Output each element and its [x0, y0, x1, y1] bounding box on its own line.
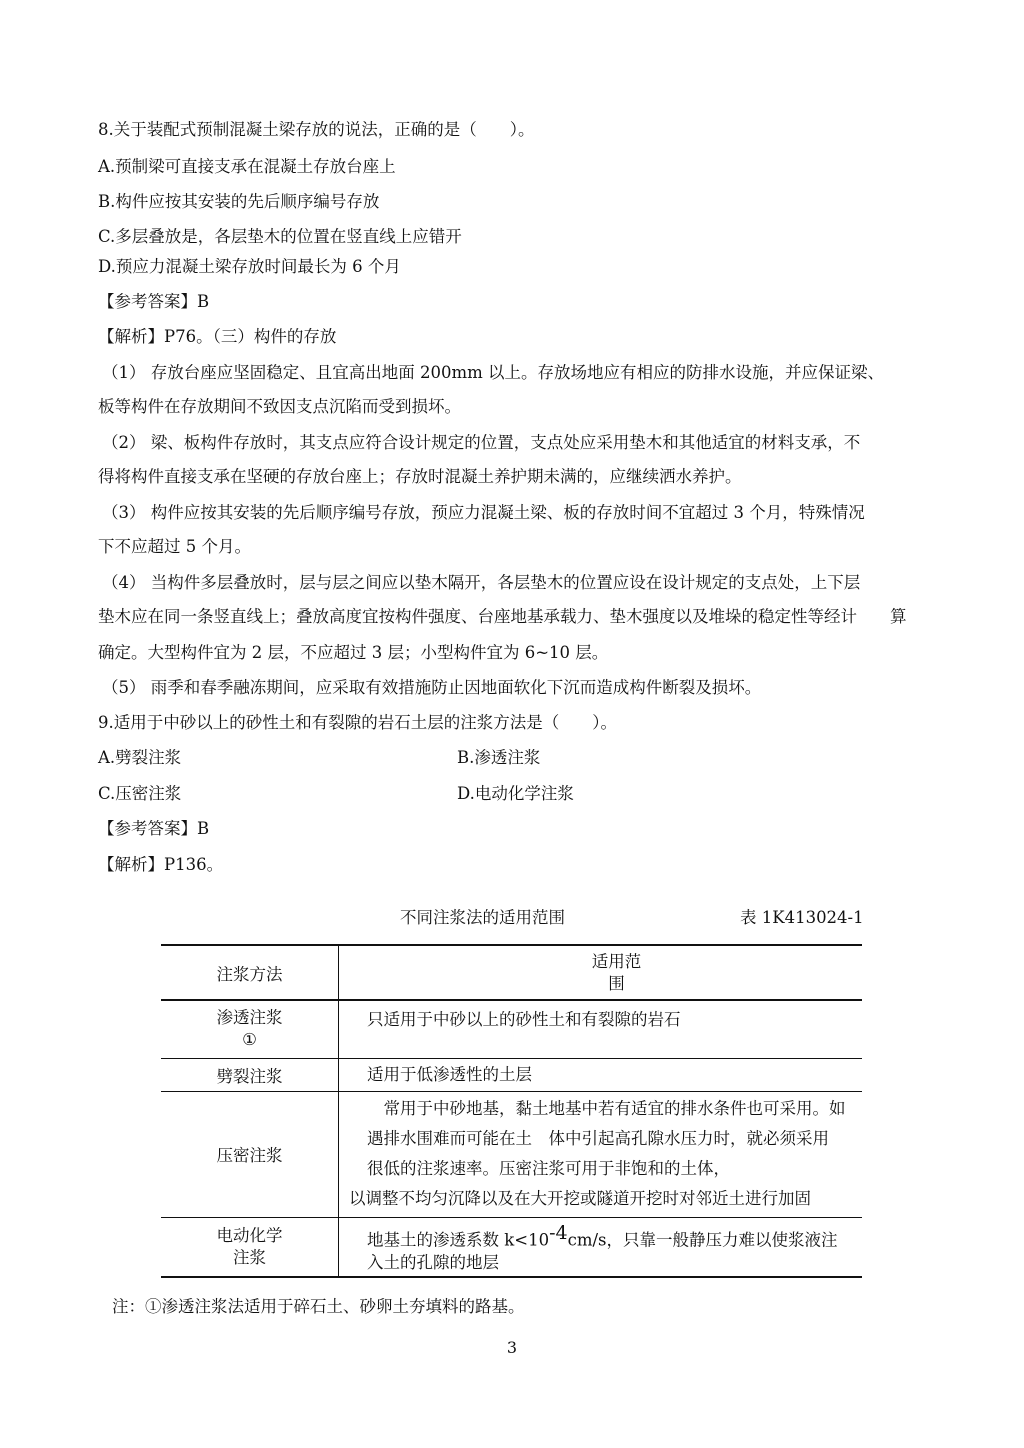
q9-option-d: D.电动化学注浆	[457, 784, 574, 803]
scope-cell	[339, 1058, 863, 1091]
q8-analysis-title: 【解析】P76。（三）构件的存放	[98, 327, 337, 346]
header-method	[161, 945, 339, 1000]
table-caption: 不同注浆法的适用范围	[400, 908, 565, 927]
header-scope	[339, 945, 863, 1000]
method-cell	[161, 1000, 339, 1058]
q8-answer: 【参考答案】B	[98, 292, 210, 311]
scope-text: cm/s，只靠一般静压力难以使浆液注	[567, 1230, 838, 1250]
table-row	[161, 1091, 862, 1217]
q8-analysis-line: （4） 当构件多层叠放时，层与层之间应以垫木隔开，各层垫木的位置应设在设计规定的支点处，上下层	[102, 573, 861, 592]
method-cell	[161, 1217, 339, 1277]
scope-cell	[339, 1217, 863, 1277]
q8-analysis-line: 得将构件直接支承在坚硬的存放台座上；存放时混凝土养护期未满的，应继续洒水养护。	[98, 467, 742, 486]
header-scope-line2: 围	[608, 973, 625, 993]
table-note: 注：①渗透注浆法适用于碎石土、砂卵土夯填料的路基。	[112, 1297, 525, 1316]
header-method-label: 注浆方法	[216, 964, 283, 984]
grouting-methods-table	[161, 944, 862, 1278]
scope-text: 遇排水围难而可能在土 体中引起高孔隙水压力时，就必须采用	[367, 1129, 829, 1148]
q8-question: 8.关于装配式预制混凝土梁存放的说法，正确的是（ ）。	[98, 120, 535, 139]
q8-option-b: B.构件应按其安装的先后顺序编号存放	[98, 192, 380, 211]
q8-analysis-line: （1） 存放台座应坚固稳定、且宜高出地面 200mm 以上。存放场地应有相应的防排水设施，并应保证梁、	[102, 363, 885, 382]
method-name-cont: 注浆	[233, 1247, 266, 1267]
scope-text: 只适用于中砂以上的砂性土和有裂隙的岩石	[367, 1010, 681, 1029]
method-name: 压密注浆	[216, 1146, 283, 1165]
q9-option-c: C.压密注浆	[98, 784, 182, 803]
header-scope-line1: 适用范	[591, 951, 642, 971]
q8-analysis-line: （2） 梁、板构件存放时，其支点应符合设计规定的位置，支点处应采用垫木和其他适宜的材料支承，不	[102, 433, 861, 452]
table-row	[161, 1058, 862, 1091]
scope-text: 适用于低渗透性的土层	[367, 1064, 532, 1084]
page-number: 3	[506, 1338, 518, 1357]
method-cell	[161, 1058, 339, 1091]
q9-option-b: B.渗透注浆	[457, 748, 541, 767]
method-name: 电动化学	[216, 1225, 283, 1245]
q8-analysis-line: （3） 构件应按其安装的先后顺序编号存放，预应力混凝土梁、板的存放时间不宜超过 3 个月，特殊情况	[102, 503, 865, 522]
scope-text: 常用于中砂地基，黏土地基中若有适宜的排水条件也可采用。如	[367, 1099, 846, 1118]
footnote-marker: ①	[242, 1030, 257, 1050]
q8-analysis-line: 确定。大型构件宜为 2 层，不应超过 3 层；小型构件宜为 6~10 层。	[98, 643, 609, 662]
scope-cell	[339, 1091, 863, 1217]
table-row	[161, 1000, 862, 1058]
exponent: -4	[549, 1222, 568, 1244]
table-header-row	[161, 945, 862, 1000]
scope-text: 地基土的渗透系数 k<10	[367, 1230, 550, 1250]
scope-cell	[339, 1000, 863, 1058]
scope-text: 以调整不均匀沉降以及在大开挖或隧道开挖时对邻近土进行加固	[349, 1189, 811, 1208]
scope-text: 很低的注浆速率。压密注浆可用于非饱和的土体，	[367, 1159, 730, 1178]
q8-option-c: C.多层叠放是，各层垫木的位置在竖直线上应错开	[98, 227, 462, 246]
q9-analysis-title: 【解析】P136。	[98, 855, 224, 874]
q8-analysis-line: （5） 雨季和春季融冻期间，应采取有效措施防止因地面软化下沉而造成构件断裂及损坏。	[102, 678, 762, 697]
scope-text: 入土的孔隙的地层	[367, 1252, 499, 1272]
q9-answer: 【参考答案】B	[98, 819, 210, 838]
method-name: 渗透注浆	[216, 1008, 283, 1028]
table-number: 表 1K413024-1	[740, 908, 864, 927]
method-name: 劈裂注浆	[216, 1066, 283, 1086]
q9-question: 9.适用于中砂以上的砂性土和有裂隙的岩石土层的注浆方法是（ ）。	[98, 713, 617, 732]
q8-analysis-line: 下不应超过 5 个月。	[98, 537, 251, 556]
table-row	[161, 1217, 862, 1277]
q8-analysis-line: 板等构件在存放期间不致因支点沉陷而受到损坏。	[98, 397, 461, 416]
method-cell	[161, 1091, 339, 1217]
q9-option-a: A.劈裂注浆	[98, 748, 182, 767]
q8-option-a: A.预制梁可直接支承在混凝土存放台座上	[98, 157, 396, 176]
q8-option-d: D.预应力混凝土梁存放时间最长为 6 个月	[98, 257, 401, 276]
q8-analysis-line: 垫木应在同一条竖直线上；叠放高度宜按构件强度、台座地基承载力、垫木强度以及堆垛的稳定性等经计 算	[98, 607, 907, 626]
